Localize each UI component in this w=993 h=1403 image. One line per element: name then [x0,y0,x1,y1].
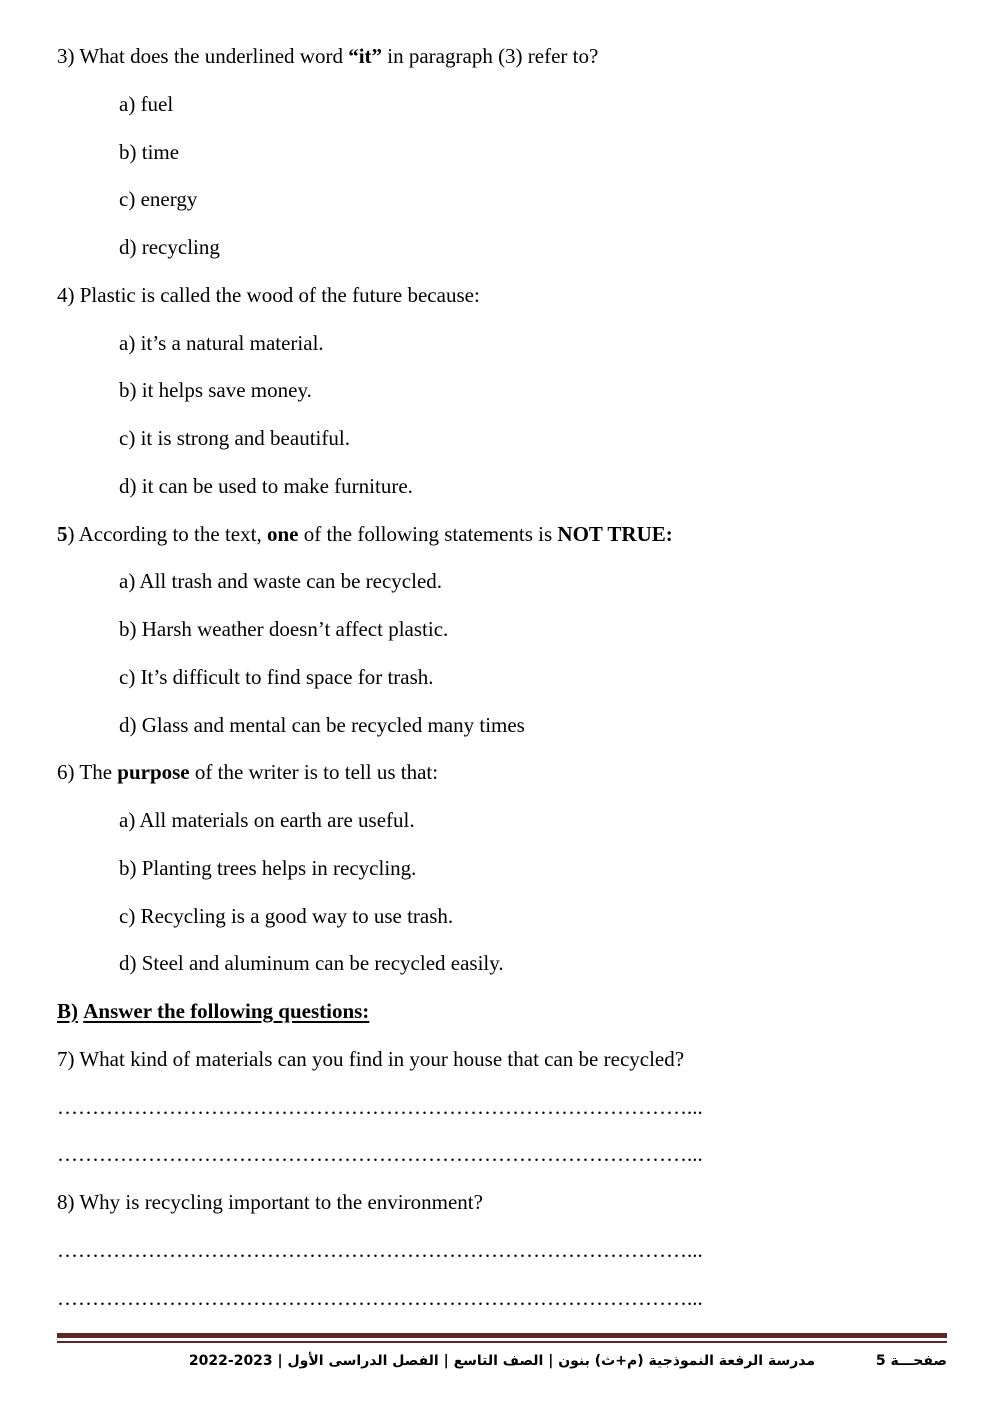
question-6-text: 6) The [57,760,118,785]
question-6-text-tail: of the writer is to tell us that: [189,760,439,785]
question-8-title: 8) Why is recycling important to the environment? [57,1190,483,1214]
question-5-number: 5 [57,521,68,546]
question-4-option-b: b) it helps save money. [119,378,312,403]
section-b-heading-text: Answer the following questions: [83,999,370,1023]
question-4-option-a: a) it’s a natural material. [119,330,324,355]
mcq-question-6 [57,749,947,988]
question-3-text: 3) What does the underlined word [57,44,349,68]
question-4-title [57,272,947,320]
question-5-bold-not-true: NOT TRUE: [557,521,673,546]
open-question-8 [57,1179,947,1322]
question-6-option-c: c) Recycling is a good way to use trash. [119,903,454,928]
section-b-label: B) [57,999,78,1023]
footer-school-info: مدرسة الرفعة النموذجية (م+ث) بنون | الصف التاسع | الفصل الدراسى الأول | 2023-2022 [188,1353,816,1369]
question-5-option-c: c) It’s difficult to find space for trash. [119,664,434,689]
question-7-title: 7) What kind of materials can you find in your house that can be recycled? [57,1046,685,1071]
page-footer [57,1347,947,1375]
question-6-option-b: b) Planting trees helps in recycling. [119,855,417,880]
question-3-option-b: b) time [119,139,180,164]
question-3-text-tail: in paragraph (3) refer to? [382,44,599,68]
mcq-question-4 [57,272,947,511]
answer-line: ………………………………………………………………………………... [57,1237,703,1262]
question-5-option-a: a) All trash and waste can be recycled. [119,569,443,594]
question-3-option-d: d) recycling [119,235,220,259]
question-3-bold-word: “it” [348,44,383,68]
question-5-bold-one: one [266,521,299,546]
section-b-heading [57,988,947,1036]
question-5-option-d: d) Glass and mental can be recycled many times [119,712,525,737]
question-5-option-b: b) Harsh weather doesn’t affect plastic. [119,617,449,641]
question-3-title [57,33,947,81]
question-6-title [57,749,947,797]
question-4-option-c: c) it is strong and beautiful. [119,426,350,450]
mcq-question-5 [57,511,947,750]
answer-line: ………………………………………………………………………………... [57,1142,703,1167]
question-6-option-d: d) Steel and aluminum can be recycled easily. [119,951,504,976]
open-question-7 [57,1036,947,1179]
question-4-text: 4) Plastic is called the wood of the future because: [57,282,480,307]
answer-line: ………………………………………………………………………………... [57,1285,703,1310]
answer-line: ………………………………………………………………………………... [57,1094,703,1119]
question-6-option-a: a) All materials on earth are useful. [119,808,415,832]
question-3-option-a: a) fuel [119,91,174,116]
question-5-text: ) According to the text, [67,521,267,546]
question-3-option-c: c) energy [119,187,198,212]
footer-divider-rule [57,1333,947,1343]
question-5-title [57,511,947,559]
question-6-bold-purpose: purpose [117,760,190,785]
mcq-question-3 [57,33,947,272]
question-5-text-mid: of the following statements is [298,521,558,546]
question-4-option-d: d) it can be used to make furniture. [119,473,413,498]
exam-body [57,33,947,1322]
footer-page-number: صفحـــة 5 [875,1353,947,1369]
